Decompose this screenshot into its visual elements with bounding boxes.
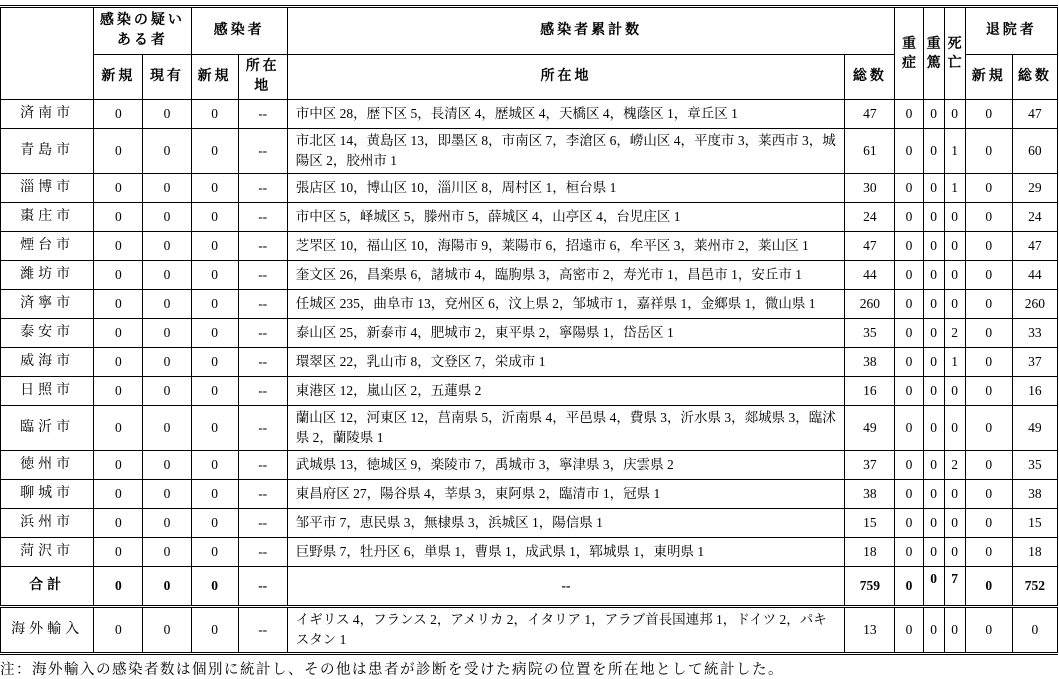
region-name-cell: 海外輸入 [1, 607, 94, 654]
header-critical: 重篤 [923, 7, 944, 100]
cumulative-location-cell: 蘭山区 12，河東区 12，莒南県 5，沂南県 4，平邑県 4，費県 3，沂水県 3，郯城県 3，臨沭県 2，蘭陵県 1 [287, 406, 845, 451]
header-cumulative-group: 感染者累計数 [287, 7, 895, 55]
infected-location-cell: -- [238, 129, 287, 174]
cumulative-total-cell: 49 [845, 406, 895, 451]
severe-cell: 0 [895, 290, 923, 319]
infected-new-cell: 0 [191, 348, 238, 377]
infected-new-cell: 0 [191, 607, 238, 654]
cumulative-location-cell: イギリス 4，フランス 2，アメリカ 2，イタリア 1，アラブ首長国連邦 1，ドイツ 2，パキスタン 1 [287, 607, 845, 654]
severe-cell: 0 [895, 509, 923, 538]
death-cell: 1 [944, 348, 965, 377]
region-name-cell: 煙台市 [1, 232, 94, 261]
suspected-existing-cell: 0 [143, 480, 191, 509]
infected-new-cell: 0 [191, 451, 238, 480]
severe-cell: 0 [895, 129, 923, 174]
infected-location-cell: -- [238, 100, 287, 129]
death-cell: 0 [944, 406, 965, 451]
discharged-total-cell: 44 [1012, 261, 1057, 290]
cumulative-location-cell: 任城区 235，曲阜市 13，兗州区 6，汶上県 2，邹城市 1，嘉祥県 1，金鄉県 1，微山県 1 [287, 290, 845, 319]
region-name-cell: 合計 [1, 567, 94, 607]
discharged-total-cell: 260 [1012, 290, 1057, 319]
infected-new-cell: 0 [191, 567, 238, 607]
discharged-new-cell: 0 [965, 607, 1012, 654]
severe-cell: 0 [895, 607, 923, 654]
severe-cell: 0 [895, 406, 923, 451]
cumulative-location-cell: 市中区 28，歴下区 5，長清区 4，歴城区 4，天橋区 4，槐蔭区 1，章丘区 1 [287, 100, 845, 129]
infected-location-cell: -- [238, 232, 287, 261]
death-cell: 0 [944, 232, 965, 261]
region-name-cell: 浜州市 [1, 509, 94, 538]
cumulative-total-cell: 47 [845, 232, 895, 261]
cumulative-location-cell: -- [287, 567, 845, 607]
header-death: 死亡 [944, 7, 965, 100]
death-cell: 0 [944, 290, 965, 319]
critical-cell: 0 [923, 607, 944, 654]
cumulative-location-cell: 市北区 14，黄島区 13，即墨区 8，市南区 7，李滄区 6，嶗山区 4，平度市 3，莱西市 3，城陽区 2，胶州市 1 [287, 129, 845, 174]
discharged-new-cell: 0 [965, 261, 1012, 290]
discharged-new-cell: 0 [965, 406, 1012, 451]
discharged-new-cell: 0 [965, 567, 1012, 607]
severe-cell: 0 [895, 348, 923, 377]
infected-location-cell: -- [238, 538, 287, 567]
suspected-new-cell: 0 [94, 129, 143, 174]
region-name-cell: 濰坊市 [1, 261, 94, 290]
region-name-cell: 菏沢市 [1, 538, 94, 567]
table-row [1, 509, 1058, 538]
infected-new-cell: 0 [191, 203, 238, 232]
table-row [1, 232, 1058, 261]
table-row [1, 174, 1058, 203]
infected-new-cell: 0 [191, 129, 238, 174]
infected-location-cell: -- [238, 348, 287, 377]
critical-cell: 0 [923, 319, 944, 348]
suspected-new-cell: 0 [94, 538, 143, 567]
infection-statistics-table [0, 5, 1058, 655]
region-name-cell: 棗庄市 [1, 203, 94, 232]
cumulative-location-cell: 東港区 12，嵐山区 2，五蓮県 2 [287, 377, 845, 406]
critical-cell: 0 [923, 100, 944, 129]
severe-cell: 0 [895, 261, 923, 290]
severe-cell: 0 [895, 232, 923, 261]
discharged-new-cell: 0 [965, 100, 1012, 129]
table-body [1, 100, 1058, 654]
cumulative-location-cell: 芝罘区 10，福山区 10，海陽市 9，莱陽市 6，招遠市 6，牟平区 3，莱州市 2，莱山区 1 [287, 232, 845, 261]
discharged-total-cell: 29 [1012, 174, 1057, 203]
cumulative-total-cell: 61 [845, 129, 895, 174]
discharged-total-cell: 33 [1012, 319, 1057, 348]
infected-new-cell: 0 [191, 232, 238, 261]
death-cell: 0 [944, 203, 965, 232]
discharged-new-cell: 0 [965, 451, 1012, 480]
infected-new-cell: 0 [191, 480, 238, 509]
infected-new-cell: 0 [191, 319, 238, 348]
suspected-existing-cell: 0 [143, 100, 191, 129]
discharged-total-cell: 752 [1012, 567, 1057, 607]
critical-cell: 0 [923, 290, 944, 319]
table-row [1, 567, 1058, 607]
suspected-new-cell: 0 [94, 480, 143, 509]
suspected-new-cell: 0 [94, 232, 143, 261]
death-cell: 0 [944, 261, 965, 290]
suspected-new-cell: 0 [94, 319, 143, 348]
cumulative-location-cell: 張店区 10，博山区 10，淄川区 8，周村区 1，桓台県 1 [287, 174, 845, 203]
header-discharged-group: 退院者 [965, 7, 1057, 55]
cumulative-total-cell: 38 [845, 480, 895, 509]
cumulative-total-cell: 30 [845, 174, 895, 203]
discharged-new-cell: 0 [965, 509, 1012, 538]
cumulative-total-cell: 18 [845, 538, 895, 567]
suspected-new-cell: 0 [94, 377, 143, 406]
cumulative-location-cell: 奎文区 26，昌楽県 6，諸城市 4，臨朐県 3，高密市 2，寿光市 1，昌邑市 1，安丘市 1 [287, 261, 845, 290]
infected-location-cell: -- [238, 261, 287, 290]
table-row [1, 261, 1058, 290]
cumulative-total-cell: 260 [845, 290, 895, 319]
suspected-existing-cell: 0 [143, 348, 191, 377]
region-name-cell: 徳州市 [1, 451, 94, 480]
suspected-existing-cell: 0 [143, 319, 191, 348]
corner-cell [1, 7, 94, 100]
cumulative-total-cell: 759 [845, 567, 895, 607]
suspected-existing-cell: 0 [143, 406, 191, 451]
death-cell: 0 [944, 607, 965, 654]
critical-cell: 0 [923, 261, 944, 290]
discharged-total-cell: 47 [1012, 100, 1057, 129]
infected-new-cell: 0 [191, 509, 238, 538]
infected-new-cell: 0 [191, 174, 238, 203]
cumulative-total-cell: 13 [845, 607, 895, 654]
header-suspected-existing: 現有 [143, 55, 191, 100]
region-name-cell: 済南市 [1, 100, 94, 129]
critical-cell: 0 [923, 129, 944, 174]
infected-location-cell: -- [238, 567, 287, 607]
header-severe: 重症 [895, 7, 923, 100]
suspected-existing-cell: 0 [143, 509, 191, 538]
critical-cell: 0 [923, 377, 944, 406]
discharged-total-cell: 35 [1012, 451, 1057, 480]
table-row [1, 290, 1058, 319]
discharged-new-cell: 0 [965, 174, 1012, 203]
header-infected-new: 新規 [191, 55, 238, 100]
discharged-new-cell: 0 [965, 232, 1012, 261]
severe-cell: 0 [895, 174, 923, 203]
severe-cell: 0 [895, 451, 923, 480]
discharged-total-cell: 24 [1012, 203, 1057, 232]
infected-new-cell: 0 [191, 261, 238, 290]
suspected-existing-cell: 0 [143, 538, 191, 567]
critical-cell: 0 [923, 480, 944, 509]
cumulative-total-cell: 38 [845, 348, 895, 377]
suspected-existing-cell: 0 [143, 567, 191, 607]
critical-cell: 0 [923, 406, 944, 451]
death-cell: 0 [944, 480, 965, 509]
suspected-new-cell: 0 [94, 451, 143, 480]
header-discharged-new: 新規 [965, 55, 1012, 100]
infected-new-cell: 0 [191, 377, 238, 406]
header-discharged-total: 総数 [1012, 55, 1057, 100]
region-name-cell: 日照市 [1, 377, 94, 406]
death-cell: 2 [944, 451, 965, 480]
cumulative-location-cell: 武城県 13，徳城区 9，楽陵市 7，禹城市 3，寧津県 3，庆雲県 2 [287, 451, 845, 480]
header-infected-group: 感染者 [191, 7, 287, 55]
critical-cell: 0 [923, 232, 944, 261]
suspected-existing-cell: 0 [143, 607, 191, 654]
table-row [1, 203, 1058, 232]
severe-cell: 0 [895, 100, 923, 129]
discharged-total-cell: 16 [1012, 377, 1057, 406]
infected-location-cell: -- [238, 290, 287, 319]
suspected-new-cell: 0 [94, 509, 143, 538]
region-name-cell: 淄博市 [1, 174, 94, 203]
death-cell: 0 [944, 377, 965, 406]
region-name-cell: 済寧市 [1, 290, 94, 319]
infected-location-cell: -- [238, 451, 287, 480]
critical-cell: 0 [923, 567, 944, 607]
table-row [1, 406, 1058, 451]
infected-location-cell: -- [238, 509, 287, 538]
severe-cell: 0 [895, 319, 923, 348]
discharged-total-cell: 49 [1012, 406, 1057, 451]
table-row [1, 451, 1058, 480]
suspected-existing-cell: 0 [143, 377, 191, 406]
discharged-new-cell: 0 [965, 203, 1012, 232]
infected-new-cell: 0 [191, 406, 238, 451]
discharged-total-cell: 37 [1012, 348, 1057, 377]
cumulative-location-cell: 泰山区 25，新泰市 4，肥城市 2，東平県 2，寧陽県 1，岱岳区 1 [287, 319, 845, 348]
critical-cell: 0 [923, 348, 944, 377]
cumulative-total-cell: 37 [845, 451, 895, 480]
infected-location-cell: -- [238, 174, 287, 203]
table-row [1, 480, 1058, 509]
cumulative-total-cell: 15 [845, 509, 895, 538]
table-row [1, 607, 1058, 654]
discharged-new-cell: 0 [965, 319, 1012, 348]
header-suspected-new: 新規 [94, 55, 143, 100]
discharged-total-cell: 47 [1012, 232, 1057, 261]
header-cumulative-total: 総数 [845, 55, 895, 100]
death-cell: 0 [944, 538, 965, 567]
critical-cell: 0 [923, 451, 944, 480]
infected-new-cell: 0 [191, 100, 238, 129]
cumulative-location-cell: 市中区 5，峄城区 5，滕州市 5，薛城区 4，山亭区 4，台児庄区 1 [287, 203, 845, 232]
cumulative-total-cell: 35 [845, 319, 895, 348]
critical-cell: 0 [923, 174, 944, 203]
infected-location-cell: -- [238, 377, 287, 406]
cumulative-location-cell: 環翠区 22，乳山市 8，文登区 7，栄成市 1 [287, 348, 845, 377]
table-header [1, 7, 1058, 100]
suspected-existing-cell: 0 [143, 174, 191, 203]
suspected-new-cell: 0 [94, 100, 143, 129]
infected-new-cell: 0 [191, 290, 238, 319]
death-cell: 0 [944, 509, 965, 538]
suspected-new-cell: 0 [94, 406, 143, 451]
suspected-existing-cell: 0 [143, 451, 191, 480]
cumulative-location-cell: 邹平市 7，恵民県 3，無棣県 3，浜城区 1，陽信県 1 [287, 509, 845, 538]
region-name-cell: 聊城市 [1, 480, 94, 509]
infected-location-cell: -- [238, 203, 287, 232]
header-suspected-group: 感染の疑いある者 [94, 7, 191, 55]
discharged-new-cell: 0 [965, 290, 1012, 319]
severe-cell: 0 [895, 480, 923, 509]
region-name-cell: 青島市 [1, 129, 94, 174]
table-row [1, 348, 1058, 377]
footnote: 注：海外輸入の感染者数は個別に統計し、その他は患者が診断を受けた病院の位置を所在地として統計した。 [0, 662, 784, 678]
suspected-new-cell: 0 [94, 348, 143, 377]
cumulative-location-cell: 巨野県 7，牡丹区 6，単県 1，曹県 1，成武県 1，郓城県 1，東明県 1 [287, 538, 845, 567]
infected-location-cell: -- [238, 480, 287, 509]
suspected-new-cell: 0 [94, 567, 143, 607]
discharged-new-cell: 0 [965, 377, 1012, 406]
region-name-cell: 泰安市 [1, 319, 94, 348]
region-name-cell: 臨沂市 [1, 406, 94, 451]
discharged-new-cell: 0 [965, 480, 1012, 509]
infected-location-cell: -- [238, 406, 287, 451]
discharged-new-cell: 0 [965, 129, 1012, 174]
table-row [1, 319, 1058, 348]
discharged-total-cell: 18 [1012, 538, 1057, 567]
suspected-existing-cell: 0 [143, 261, 191, 290]
discharged-new-cell: 0 [965, 348, 1012, 377]
suspected-new-cell: 0 [94, 174, 143, 203]
discharged-total-cell: 15 [1012, 509, 1057, 538]
suspected-new-cell: 0 [94, 607, 143, 654]
death-cell: 7 [944, 567, 965, 607]
cumulative-total-cell: 47 [845, 100, 895, 129]
severe-cell: 0 [895, 203, 923, 232]
table-row [1, 129, 1058, 174]
critical-cell: 0 [923, 509, 944, 538]
discharged-total-cell: 0 [1012, 607, 1057, 654]
suspected-existing-cell: 0 [143, 232, 191, 261]
discharged-total-cell: 38 [1012, 480, 1057, 509]
table-row [1, 100, 1058, 129]
death-cell: 1 [944, 174, 965, 203]
suspected-new-cell: 0 [94, 203, 143, 232]
severe-cell: 0 [895, 567, 923, 607]
cumulative-total-cell: 44 [845, 261, 895, 290]
infected-new-cell: 0 [191, 538, 238, 567]
cumulative-location-cell: 東昌府区 27，陽谷県 4，莘県 3，東阿県 2，臨清市 1，冠県 1 [287, 480, 845, 509]
cumulative-total-cell: 24 [845, 203, 895, 232]
critical-cell: 0 [923, 203, 944, 232]
infected-location-cell: -- [238, 319, 287, 348]
table-row [1, 538, 1058, 567]
severe-cell: 0 [895, 377, 923, 406]
discharged-new-cell: 0 [965, 538, 1012, 567]
header-cumulative-location: 所在地 [287, 55, 845, 100]
severe-cell: 0 [895, 538, 923, 567]
cumulative-total-cell: 16 [845, 377, 895, 406]
table-row [1, 377, 1058, 406]
suspected-new-cell: 0 [94, 290, 143, 319]
suspected-new-cell: 0 [94, 261, 143, 290]
infected-location-cell: -- [238, 607, 287, 654]
suspected-existing-cell: 0 [143, 203, 191, 232]
suspected-existing-cell: 0 [143, 129, 191, 174]
header-infected-location: 所在地 [238, 55, 287, 100]
death-cell: 2 [944, 319, 965, 348]
suspected-existing-cell: 0 [143, 290, 191, 319]
region-name-cell: 威海市 [1, 348, 94, 377]
death-cell: 1 [944, 129, 965, 174]
discharged-total-cell: 60 [1012, 129, 1057, 174]
critical-cell: 0 [923, 538, 944, 567]
death-cell: 0 [944, 100, 965, 129]
